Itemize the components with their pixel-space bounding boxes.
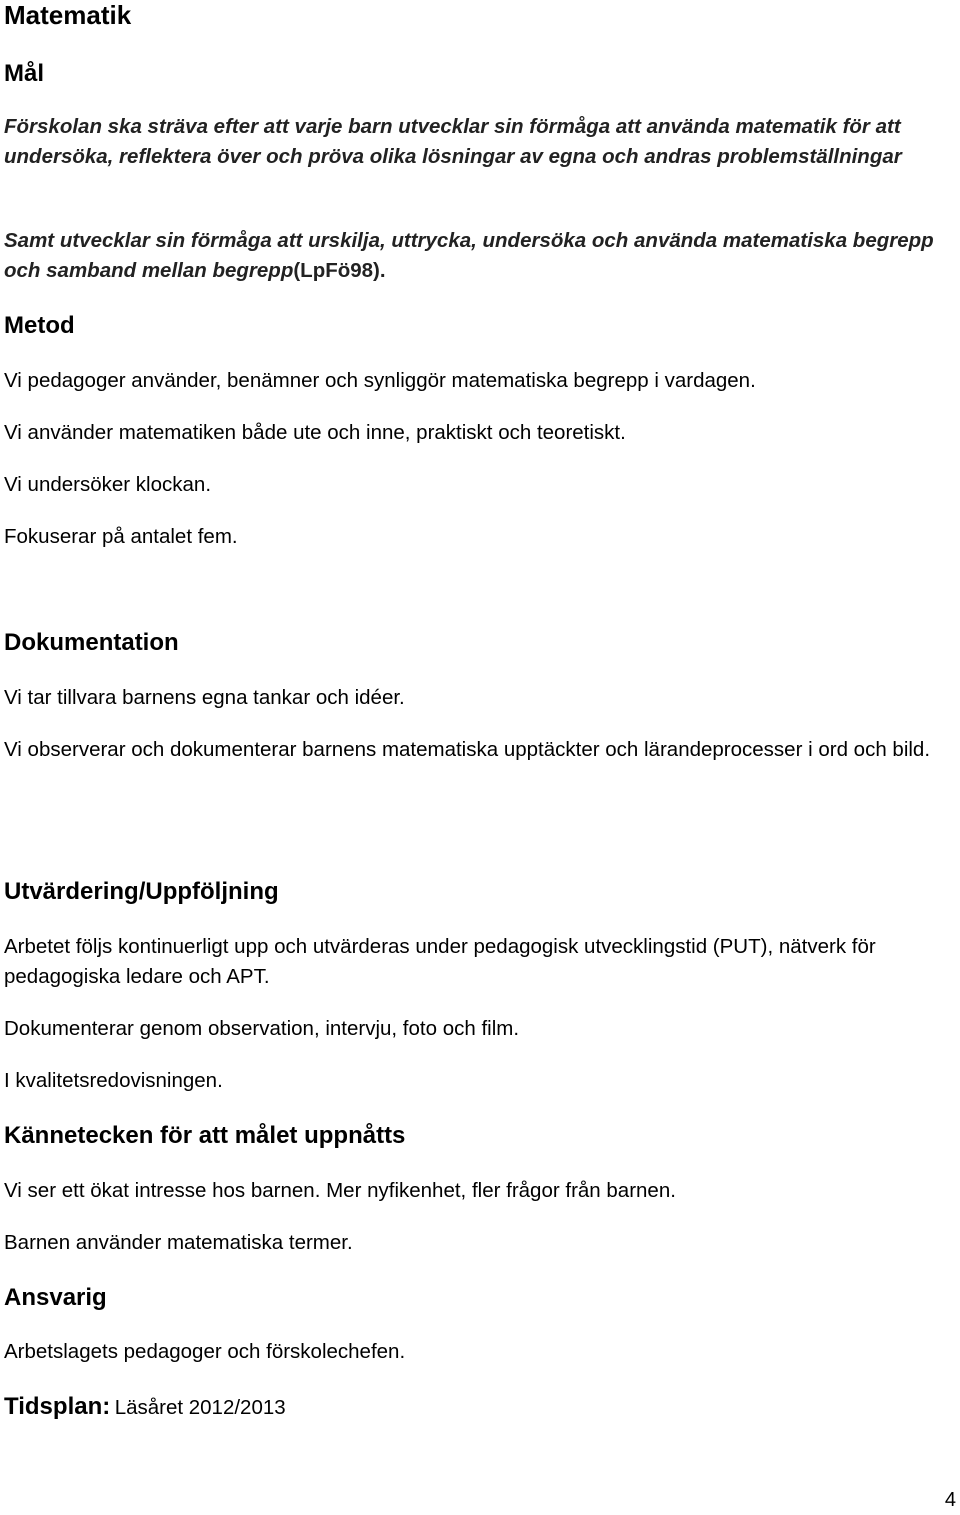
heading-ansvarig: Ansvarig [4, 1284, 107, 1311]
page-number: 4 [944, 1489, 956, 1511]
utvardering-item: Dokumenterar genom observation, intervju, foto och film. [4, 1017, 520, 1040]
tidsplan-label: Tidsplan: [4, 1393, 111, 1420]
dokumentation-item: Vi observerar och dokumenterar barnens matematiska upptäckter och lärandeprocesser i ord och bild. [4, 738, 931, 761]
heading-utvardering: Utvärdering/Uppföljning [4, 878, 279, 905]
goal-paragraph-1: Förskolan ska sträva efter att varje barn utvecklar sin förmåga att använda matematik för att undersöka, reflektera över och pröva olika lösningar av egna och andras problemställningar [4, 115, 902, 168]
metod-item: Vi använder matematiken både ute och inne, praktiskt och teoretiskt. [4, 421, 626, 444]
page-title: Matematik [4, 0, 132, 30]
heading-mal: Mål [4, 60, 45, 87]
tidsplan [4, 1392, 286, 1425]
metod-item: Fokuserar på antalet fem. [4, 525, 238, 548]
heading-dokumentation: Dokumentation [4, 629, 179, 656]
goal-paragraph-2 [4, 226, 954, 286]
heading-kannetecken: Kännetecken för att målet uppnåtts [4, 1122, 406, 1149]
ansvarig-item: Arbetslagets pedagoger och förskolechefen. [4, 1340, 406, 1363]
metod-item: Vi pedagoger använder, benämner och synliggör matematiska begrepp i vardagen. [4, 369, 756, 392]
kannetecken-item: Vi ser ett ökat intresse hos barnen. Mer nyfikenhet, fler frågor från barnen. [4, 1179, 676, 1202]
metod-item: Vi undersöker klockan. [4, 473, 212, 496]
goal-reference: (LpFö98). [293, 259, 386, 282]
kannetecken-item: Barnen använder matematiska termer. [4, 1231, 353, 1254]
utvardering-item: I kvalitetsredovisningen. [4, 1069, 223, 1092]
tidsplan-value: Läsåret 2012/2013 [114, 1396, 286, 1419]
heading-metod: Metod [4, 312, 75, 339]
dokumentation-item: Vi tar tillvara barnens egna tankar och idéer. [4, 686, 405, 709]
utvardering-item: Arbetet följs kontinuerligt upp och utvärderas under pedagogisk utvecklingstid (PUT), nätverk för pedagogiska ledare och APT. [4, 935, 876, 988]
goal-paragraph-2-text: Samt utvecklar sin förmåga att urskilja, uttrycka, undersöka och använda matematiska begrepp och samband mellan begrepp [4, 229, 934, 282]
